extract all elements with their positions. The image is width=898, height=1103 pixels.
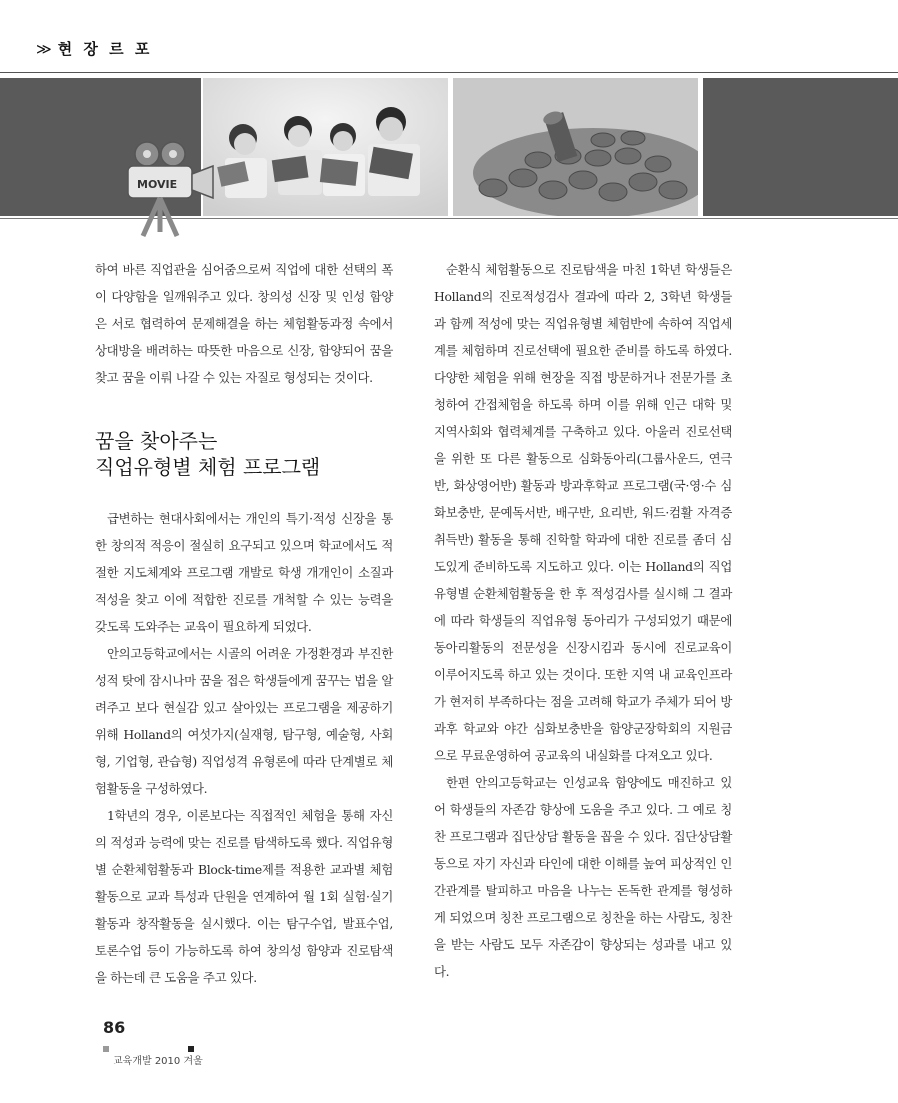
- top-rule: [0, 72, 898, 73]
- movie-label: MOVIE: [137, 178, 178, 191]
- intro-paragraph: 하여 바른 직업관을 심어줌으로써 직업에 대한 선택의 폭이 다양함을 일깨워주고 있다. 창의성 신장 및 인성 함양은 서로 협력하여 문제해결을 하는 체험활동과정 속에서 상대방을 배려하는 따뜻한 마음으로 신장, 함양되어 꿈을 찾고 꿈을 이뤄 나갈 수 있는 자질로 형성되는 것이다.: [95, 262, 393, 385]
- subheading-line-1: 꿈을 찾아주는: [95, 429, 218, 453]
- students-reading-photo: [203, 78, 448, 216]
- article-subheading: [95, 428, 320, 480]
- left-column-intro: [95, 256, 393, 391]
- body-paragraph: 순환식 체험활동으로 진로탐색을 마친 1학년 학생들은 Holland의 진로적성검사 결과에 따라 2, 3학년 학생들과 함께 적성에 맞는 직업유형별 체험반에 속하여 직업세계를 체험하며 진로선택에 필요한 준비를 하도록 하였다. 다양한 체험을 위해 현장을 직접 방문하거나 전문가를 초청하여 간접체험을 하도록 하며 이를 위해 인근 대학 및 지역사회와 협력체계를 구축하고 있다. 아울러 진로선택을 위한 또 다른 활동으로 심화동아리(그룹사운드, 연극반, 화상영어반) 활동과 방과후학교 프로그램(국·영·수 심화보충반, 문예독서반, 배구반, 요리반, 워드·컴활 자격증 취득반) 활동을 통해 진학할 학과에 대한 진로를 좀더 심도있게 준비하도록 지도하고 있다. 이는 Holland의 직업유형별 순환체험활동을 한 후 적성검사를 실시해 그 결과에 따라 학생들의 직업유형 동아리가 구성되었기 때문에 동아리활동의 전문성을 신장시킴과 동시에 진로교육이 이루어지도록 하고 있는 것이다. 또한 지역 내 교육인프라가 현저히 부족하다는 점을 고려해 학교가 주체가 되어 방과후 학교와 야간 심화보충반을 함양군장학회의 지원금으로 무료운영하여 공교육의 내실화를 다져오고 있다.: [434, 262, 732, 763]
- right-column: [434, 256, 732, 985]
- footer-square-dark: [188, 1046, 194, 1052]
- section-title: 현 장 르 포: [57, 40, 153, 58]
- banner-right-block: [703, 78, 898, 216]
- movie-camera-icon: [123, 140, 219, 240]
- left-column-body: [95, 505, 393, 991]
- publication-label: 교육개발 2010 겨울: [113, 1056, 203, 1067]
- wine-corks-photo: [453, 78, 698, 216]
- footer-square-light: [103, 1046, 109, 1052]
- double-chevron-icon: ≫: [36, 40, 52, 58]
- subheading-line-2: 직업유형별 체험 프로그램: [95, 455, 321, 479]
- body-paragraph: 1학년의 경우, 이론보다는 직접적인 체험을 통해 자신의 적성과 능력에 맞는 진로를 탐색하도록 했다. 직업유형별 순환체험활동과 Block-time제를 적용한 교과별 체험활동으로 교과 특성과 단원을 연계하여 월 1회 실험·실기활동과 창작활동을 실시했다. 이는 탐구수업, 발표수업, 토론수업 등이 가능하도록 하여 창의성 함양과 진로탐색을 하는데 큰 도움을 주고 있다.: [95, 808, 393, 985]
- body-paragraph: 한편 안의고등학교는 인성교육 함양에도 매진하고 있어 학생들의 자존감 향상에 도움을 주고 있다. 그 예로 칭찬 프로그램과 집단상담 활동을 꼽을 수 있다. 집단상담활동으로 자기 자신과 타인에 대한 이해를 높여 피상적인 인간관계를 탈피하고 마음을 나누는 돈독한 관계를 형성하게 되었으며 칭찬 프로그램으로 칭찬을 하는 사람도, 칭찬을 받는 사람도 모두 자존감이 향상되는 성과를 내고 있다.: [434, 775, 732, 979]
- section-tag: [36, 38, 152, 59]
- body-paragraph: 안의고등학교에서는 시골의 어려운 가정환경과 부진한 성적 탓에 잠시나마 꿈을 접은 학생들에게 꿈꾸는 법을 알려주고 보다 현실감 있고 살아있는 프로그램을 제공하기 위해 Holland의 여섯가지(실재형, 탐구형, 예술형, 사회형, 기업형, 관습형) 직업성격 유형론에 따라 단계별로 체험활동을 구성하였다.: [95, 646, 393, 796]
- body-paragraph: 급변하는 현대사회에서는 개인의 특기·적성 신장을 통한 창의적 적응이 절실히 요구되고 있으며 학교에서도 적절한 지도체계와 프로그램 개발로 학생 개개인이 소질과 적성을 찾고 이에 적합한 진로를 개척할 수 있는 능력을 갖도록 도와주는 교육이 필요하게 되었다.: [95, 511, 393, 634]
- page-number: 86: [103, 1018, 126, 1037]
